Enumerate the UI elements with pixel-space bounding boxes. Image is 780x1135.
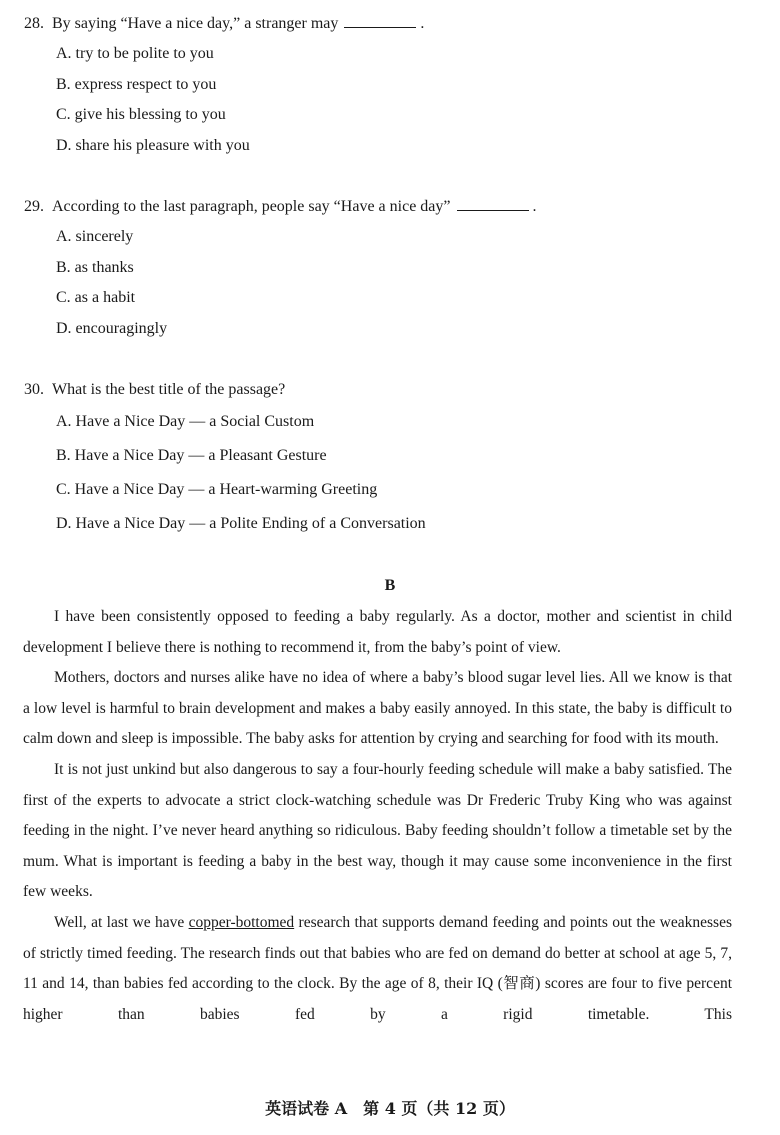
option-a: A. try to be polite to you <box>56 45 214 62</box>
option-b: B. as thanks <box>56 258 134 276</box>
option-c: C. as a habit <box>56 289 136 306</box>
question-number: 30. <box>24 381 44 398</box>
question-28 <box>24 9 744 161</box>
passage-paragraph-2: Mothers, doctors and nurses alike have no idea of where a baby’s blood sugar level lies. All we know is that a low level is harmful to brain development and makes a baby easily annoyed. In this state, the baby is difficult to calm down and sleep is impossible. The baby asks for attention by crying and searching for food with its mouth. <box>23 669 732 748</box>
reading-passage <box>23 602 732 1030</box>
question-text: According to the last paragraph, people say “Have a nice day” <box>52 198 451 215</box>
passage-paragraph-1: I have been consistently opposed to feeding a baby regularly. As a doctor, mother and scientist in child development I believe there is nothing to recommend it, from the baby’s point of view. <box>23 608 732 656</box>
option-c: C. give his blessing to you <box>56 106 226 123</box>
option-d: D. encouragingly <box>56 319 168 337</box>
question-stem <box>24 375 744 405</box>
question-text: What is the best title of the passage? <box>52 381 286 398</box>
question-text-end: . <box>532 198 537 215</box>
question-number: 29. <box>24 198 44 215</box>
option-d: D. Have a Nice Day — a Polite Ending of a Conversation <box>56 515 426 532</box>
answer-blank <box>344 13 416 28</box>
answer-blank <box>457 196 529 211</box>
question-stem <box>24 192 744 222</box>
passage-paragraph-3: It is not just unkind but also dangerous to say a four-hourly feeding schedule will make a baby satisfied. The first of the experts to advocate a strict clock-watching schedule was Dr Frederic Truby King who was against feeding in the night. I’ve never heard anything so ridiculous. Baby feeding shouldn’t follow a timetable set by the mum. What is important is feeding a baby in the best way, though it may cause some inconvenience in the first few weeks. <box>23 760 732 901</box>
question-text-end: . <box>420 15 425 32</box>
question-number: 28. <box>24 15 44 32</box>
paragraph-text-cont: research that supports demand feeding and points out the weaknesses of strictly timed feeding. The research finds out that babies who are fed on demand do better at school at age 5, 7, 11 and 14, than babies fed according to the clock. By the age of 8, their IQ (智商) scores are four to five percent higher than babies fed by a rigid timetable. This <box>23 913 732 1023</box>
option-b: B. Have a Nice Day — a Pleasant Gesture <box>56 447 327 464</box>
underlined-word: copper-bottomed <box>188 913 295 931</box>
passage-paragraph-4 <box>23 908 732 1030</box>
option-a: A. Have a Nice Day — a Social Custom <box>56 413 315 430</box>
section-heading: B <box>384 577 396 594</box>
option-d: D. share his pleasure with you <box>56 136 250 154</box>
option-b: B. express respect to you <box>56 75 217 93</box>
option-a: A. sincerely <box>56 228 134 245</box>
question-29 <box>24 192 744 344</box>
question-text: By saying “Have a nice day,” a stranger may <box>52 15 339 32</box>
question-stem <box>24 9 744 39</box>
page-footer: 英语试卷 A 第 4 页（共 12 页） <box>265 1099 515 1118</box>
paragraph-text: Well, at last we have <box>54 913 185 931</box>
question-30 <box>24 375 744 541</box>
option-c: C. Have a Nice Day — a Heart-warming Greeting <box>56 481 378 498</box>
